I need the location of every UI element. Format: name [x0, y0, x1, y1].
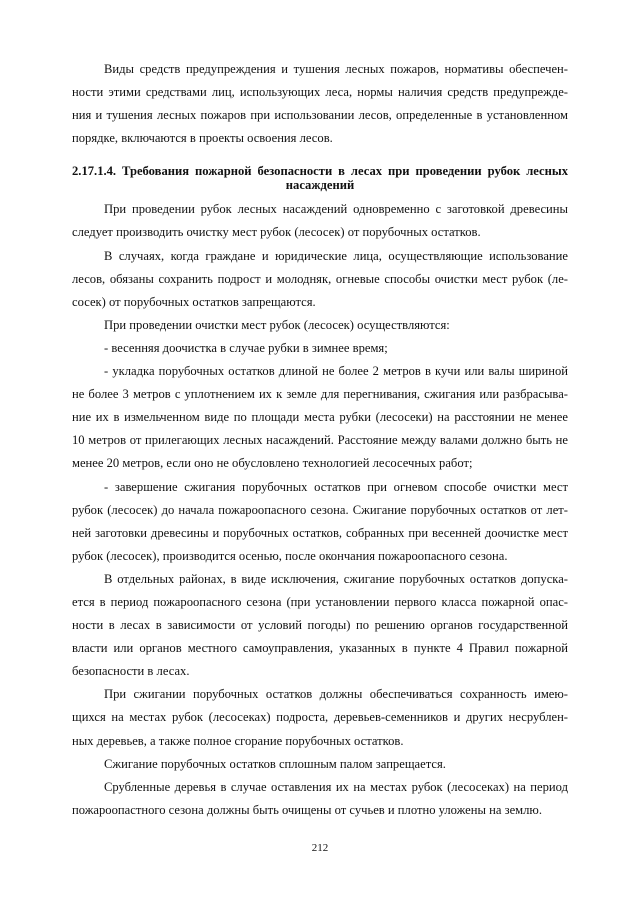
text-line: порядке, включаются в проекты освоения лесов.: [72, 131, 333, 146]
text-line: не более 3 метров с уплотнением их к земле для перегнивания, сжигания или разбрасыва-: [72, 387, 568, 402]
section-heading: [72, 164, 568, 192]
text-line: ется в период пожароопасного сезона (при установлении первого класса пожарной опас-: [72, 594, 568, 609]
text-line: ности в лесах в зависимости от условий погоды) по решению органов государственной: [72, 618, 568, 633]
text-line: следует производить очистку мест рубок (лесосек) от порубочных остатков.: [72, 225, 481, 240]
text-line: Срубленные деревья в случае оставления их на местах рубок (лесосеках) на период: [104, 779, 568, 794]
text-line: В отдельных районах, в виде исключения, сжигание порубочных остатков допуска-: [104, 571, 568, 586]
text-line: власти или органов местного самоуправления, указанных в пункте 4 Правил пожарной: [72, 641, 568, 656]
text-line: ние их в измельченном виде по площади места рубки (лесосеки) на расстоянии не менее: [72, 410, 568, 425]
paragraph-felled-trees: [72, 776, 568, 822]
paragraph-cleaning-during-logging: [72, 198, 568, 244]
text-line: лесов, обязаны сохранить подрост и молодняк, огневые способы очистки мест рубок (ле-: [72, 271, 568, 286]
text-line: рубок (лесосек) до начала пожароопасного сезона. Сжигание порубочных остатков от лет-: [72, 502, 568, 517]
paragraph-cleaning-measures: [72, 314, 568, 337]
text-line: безопасности в лесах.: [72, 664, 190, 679]
section-heading-line: 2.17.1.4. Требования пожарной безопасности в лесах при проведении рубок лесных: [72, 164, 568, 179]
text-line: 10 метров от прилегающих лесных насаждений. Расстояние между валами должно быть не: [72, 433, 568, 448]
text-line: Виды средств предупреждения и тушения лесных пожаров, нормативы обеспечен-: [104, 62, 568, 76]
paragraph-means-of-prevention: [72, 58, 568, 150]
text-line: ней заготовки древесины и порубочных остатков, собранных при весенней доочистке мест: [72, 525, 568, 540]
text-line: Сжигание порубочных остатков сплошным палом запрещается.: [104, 756, 446, 771]
list-item-spring-cleaning: [72, 337, 568, 360]
paragraph-fire-methods-prohibited: [72, 245, 568, 314]
text-line: щихся на местах рубок (лесосеках) подроста, деревьев-семенников и других несрублен-: [72, 710, 568, 725]
text-line: При проведении очистки мест рубок (лесосек) осуществляются:: [104, 317, 450, 332]
document-body: [72, 58, 568, 822]
page-number: 212: [311, 842, 329, 854]
text-line: - укладка порубочных остатков длиной не более 2 метров в кучи или валы шириной: [104, 364, 568, 379]
text-line: рубок (лесосек), производится осенью, после окончания пожароопасного сезона.: [72, 548, 508, 563]
list-item-stacking-residues: [72, 360, 568, 475]
text-line: При сжигании порубочных остатков должны обеспечиваться сохранность имею-: [104, 687, 568, 702]
text-line: ния и тушения лесных пожаров при использовании лесов, определенные в установленном: [72, 108, 568, 123]
text-line: сосек) от порубочных остатков запрещаются.: [72, 294, 316, 309]
list-item-burning-completion: [72, 476, 568, 568]
text-line: - весенняя доочистка в случае рубки в зимнее время;: [104, 340, 388, 355]
text-line: ности этими средствами лиц, использующих леса, нормы наличия средств предупрежде-: [72, 85, 568, 100]
text-line: При проведении рубок лесных насаждений одновременно с заготовкой древесины: [104, 202, 568, 217]
text-line: пожароопастного сезона должны быть очищены от сучьев и плотно уложены на землю.: [72, 802, 542, 817]
text-line: В случаях, когда граждане и юридические лица, осуществляющие использование: [104, 248, 568, 263]
text-line: - завершение сжигания порубочных остатков при огневом способе очистки мест: [104, 479, 568, 494]
paragraph-solid-fire-prohibited: [72, 753, 568, 776]
paragraph-exception-regions: [72, 568, 568, 683]
paragraph-preservation: [72, 683, 568, 752]
text-line: ных деревьев, а также полное сгорание порубочных остатков.: [72, 733, 404, 748]
section-heading-line: насаждений: [285, 178, 355, 193]
text-line: менее 20 метров, если оно не обусловлено технологией лесосечных работ;: [72, 456, 473, 471]
